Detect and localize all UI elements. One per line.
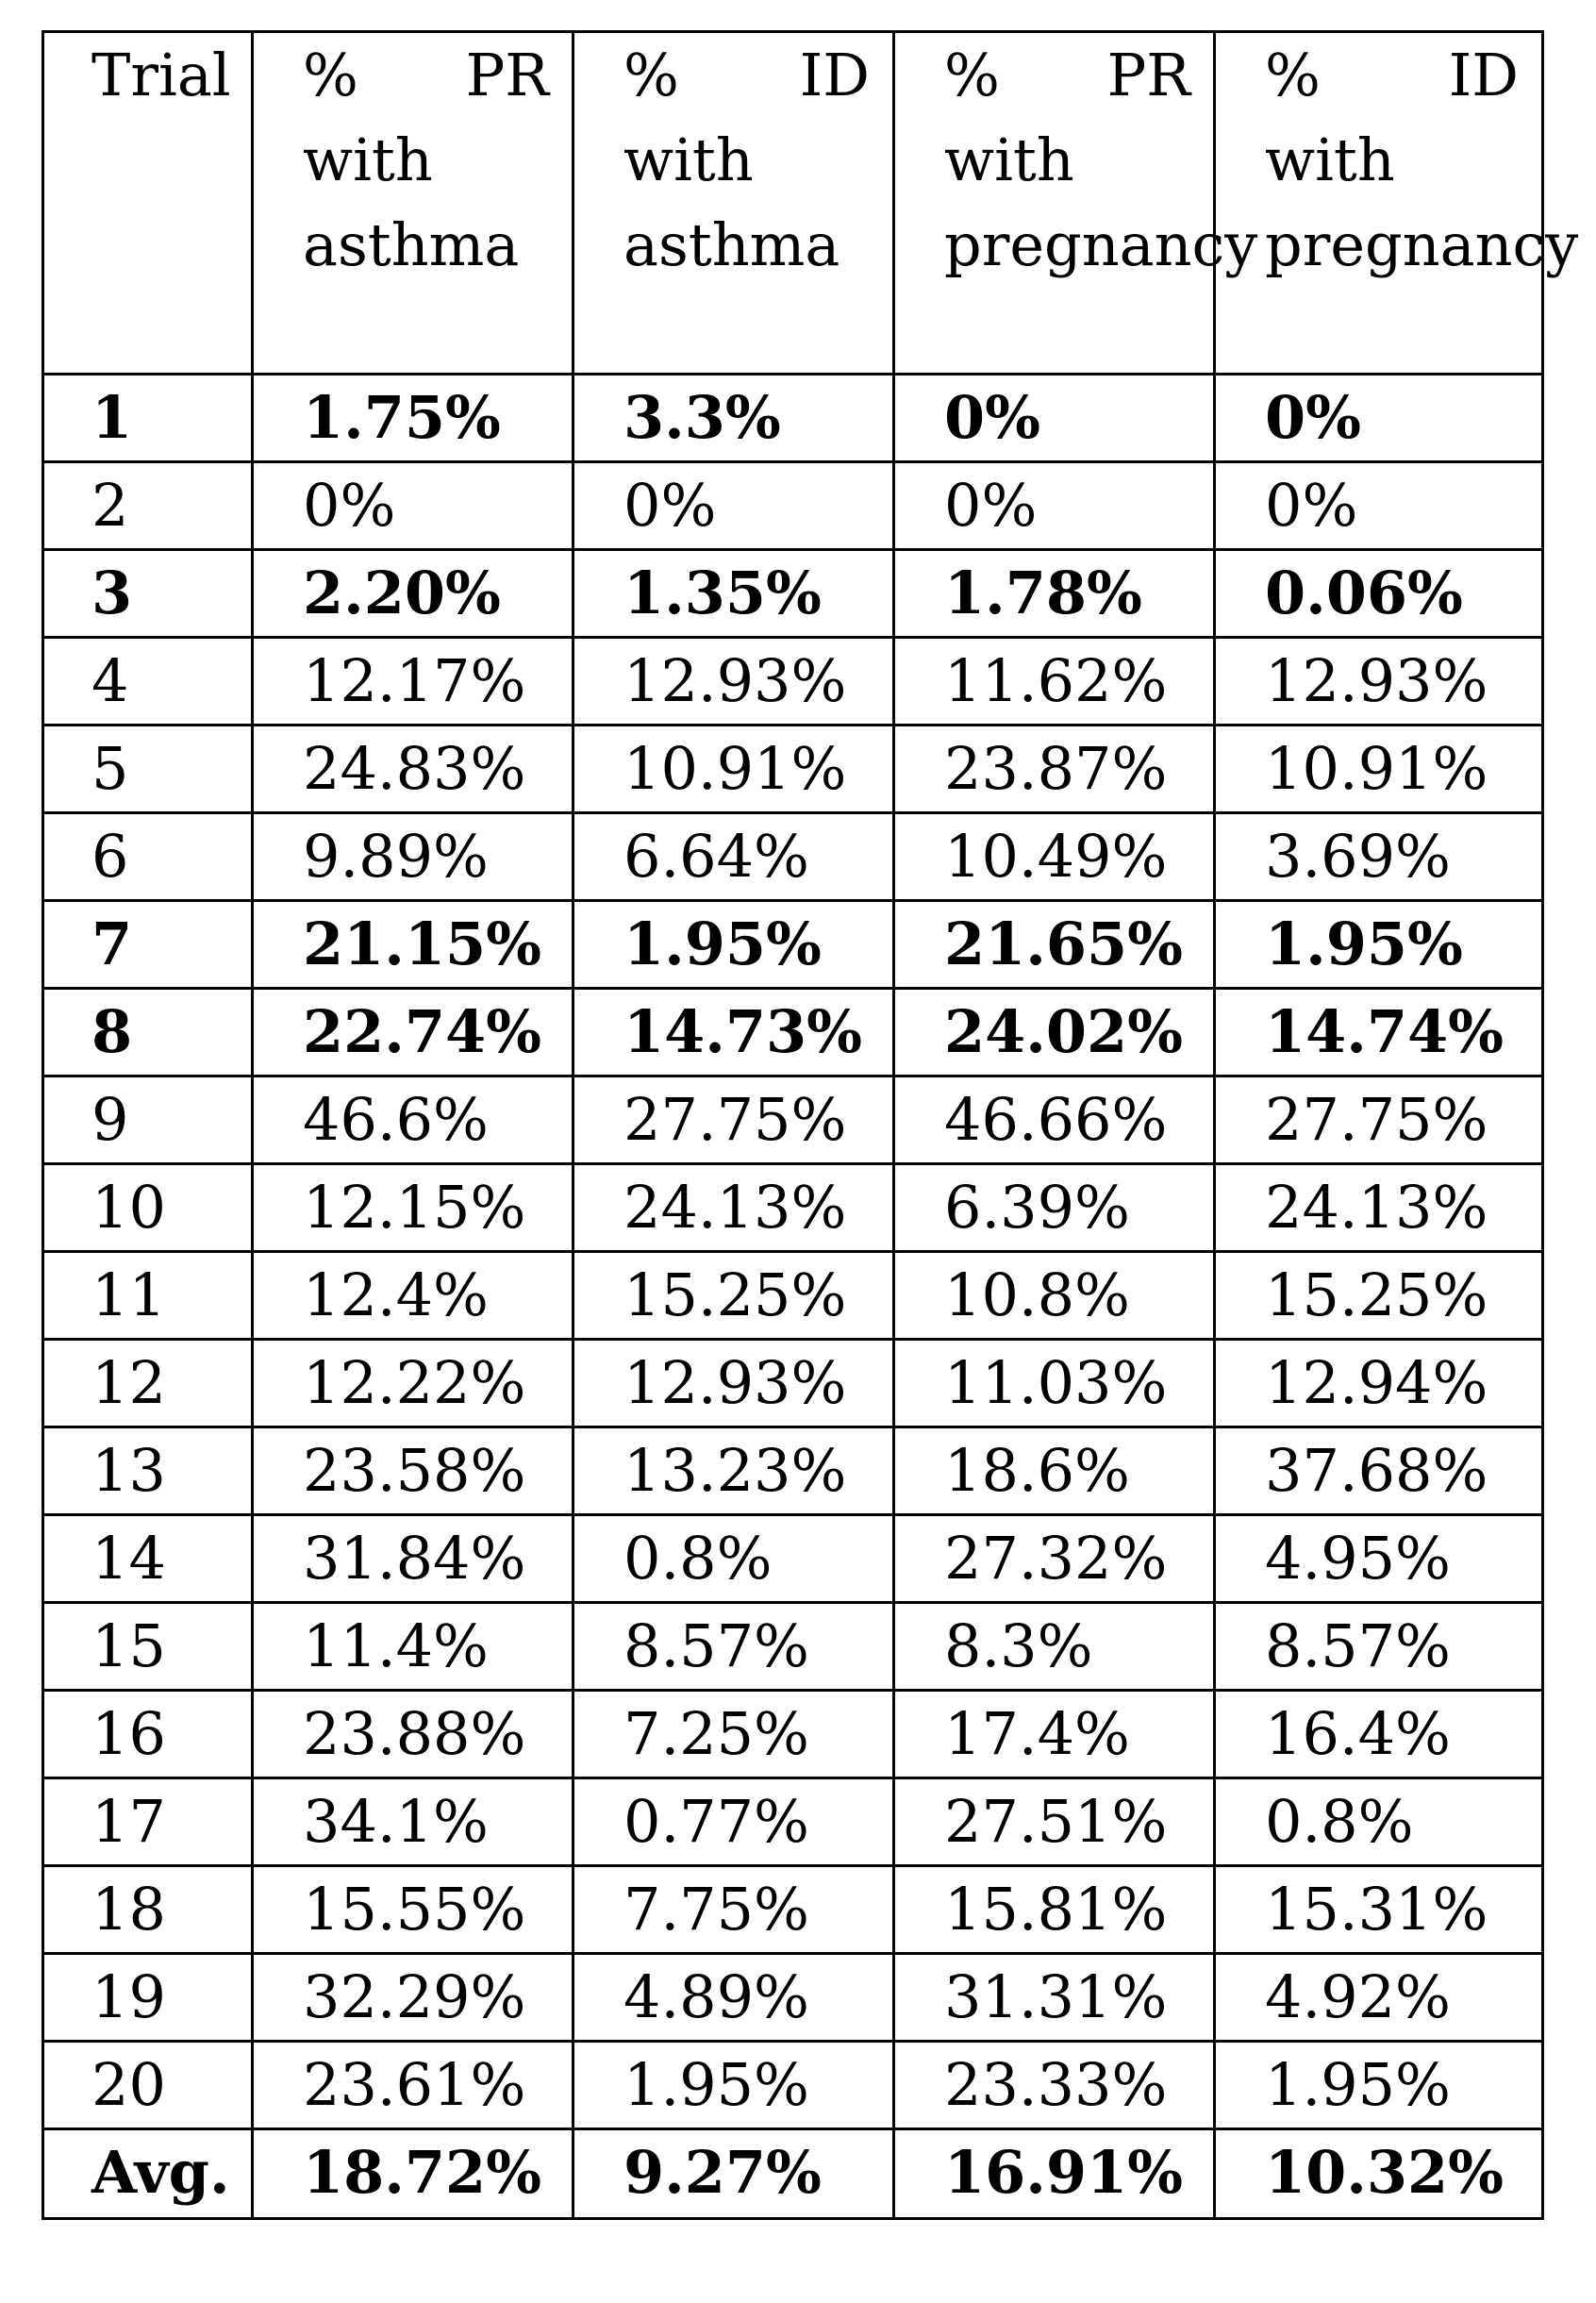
cell-pr-asthma: 23.88%: [253, 1691, 574, 1778]
cell-id-asthma: 12.93%: [574, 638, 894, 726]
cell-pr-asthma: 12.15%: [253, 1164, 574, 1252]
cell-id-pregnancy: 37.68%: [1215, 1427, 1543, 1515]
cell-pr-pregnancy: 46.66%: [894, 1076, 1215, 1164]
cell-pr-asthma: 12.17%: [253, 638, 574, 726]
cell-id-asthma: 0.8%: [574, 1515, 894, 1603]
header-trial: [43, 32, 253, 375]
cell-id-pregnancy: 8.57%: [1215, 1603, 1543, 1691]
header-row: [43, 32, 1543, 375]
table-row: [43, 638, 1543, 726]
cell-pr-asthma: 1.75%: [253, 375, 574, 462]
header-pr-asthma-metric: PR: [465, 41, 549, 109]
header-id-asthma-condition: asthma: [623, 210, 840, 279]
cell-id-asthma: 0%: [574, 462, 894, 550]
cell-id-asthma: 14.73%: [574, 989, 894, 1076]
cell-pr-pregnancy: 8.3%: [894, 1603, 1215, 1691]
cell-pr-asthma: 9.89%: [253, 813, 574, 901]
cell-pr-pregnancy: 24.02%: [894, 989, 1215, 1076]
header-pr-pregnancy: [894, 32, 1258, 375]
cell-trial: 10: [43, 1164, 253, 1252]
cell-pr-asthma: 34.1%: [253, 1778, 574, 1866]
table-row: [43, 1866, 1543, 1954]
cell-pr-pregnancy: 21.65%: [894, 901, 1215, 989]
cell-id-pregnancy: 14.74%: [1215, 989, 1543, 1076]
cell-id-asthma: 13.23%: [574, 1427, 894, 1515]
cell-trial: 8: [43, 989, 253, 1076]
cell-pr-asthma: 31.84%: [253, 1515, 574, 1603]
avg-cell-trial: Avg.: [43, 2129, 253, 2219]
table-row: [43, 1427, 1543, 1515]
avg-cell-pr-pregnancy: 16.91%: [894, 2129, 1215, 2219]
cell-trial: 6: [43, 813, 253, 901]
table-row: [43, 375, 1543, 462]
header-pr-asthma-with: with: [303, 125, 433, 194]
header-pr-asthma-condition: asthma: [303, 210, 520, 279]
header-pr-pregnancy-percent: %: [944, 41, 1000, 109]
cell-id-pregnancy: 3.69%: [1215, 813, 1543, 901]
cell-pr-pregnancy: 0%: [894, 462, 1215, 550]
header-id-pregnancy-metric: ID: [1448, 41, 1519, 109]
header-id-pregnancy-condition: pregnancy: [1265, 210, 1579, 279]
cell-id-asthma: 24.13%: [574, 1164, 894, 1252]
cell-pr-pregnancy: 23.87%: [894, 726, 1215, 813]
cell-pr-pregnancy: 0%: [894, 375, 1215, 462]
header-pr-pregnancy-condition: pregnancy: [944, 210, 1258, 279]
cell-pr-pregnancy: 27.51%: [894, 1778, 1215, 1866]
cell-trial: 18: [43, 1866, 253, 1954]
cell-trial: 2: [43, 462, 253, 550]
cell-trial: 4: [43, 638, 253, 726]
cell-pr-asthma: 15.55%: [253, 1866, 574, 1954]
table-row: [43, 901, 1543, 989]
cell-id-asthma: 12.93%: [574, 1340, 894, 1427]
cell-pr-asthma: 22.74%: [253, 989, 574, 1076]
cell-trial: 17: [43, 1778, 253, 1866]
cell-id-asthma: 6.64%: [574, 813, 894, 901]
header-trial-label: Trial: [91, 41, 231, 109]
header-pr-pregnancy-metric: PR: [1106, 41, 1190, 109]
cell-trial: 15: [43, 1603, 253, 1691]
cell-pr-pregnancy: 23.33%: [894, 2042, 1215, 2129]
header-id-asthma-metric: ID: [799, 41, 870, 109]
cell-trial: 11: [43, 1252, 253, 1340]
header-pr-asthma: [253, 32, 574, 375]
cell-id-asthma: 3.3%: [574, 375, 894, 462]
table-row: [43, 1691, 1543, 1778]
cell-trial: 9: [43, 1076, 253, 1164]
header-id-pregnancy: [1215, 32, 1579, 375]
avg-cell-pr-asthma: 18.72%: [253, 2129, 574, 2219]
cell-pr-pregnancy: 17.4%: [894, 1691, 1215, 1778]
cell-trial: 1: [43, 375, 253, 462]
results-table: [42, 30, 1579, 2220]
cell-id-asthma: 1.95%: [574, 901, 894, 989]
cell-pr-pregnancy: 10.49%: [894, 813, 1215, 901]
cell-pr-asthma: 23.61%: [253, 2042, 574, 2129]
cell-id-pregnancy: 27.75%: [1215, 1076, 1543, 1164]
cell-id-pregnancy: 16.4%: [1215, 1691, 1543, 1778]
cell-pr-asthma: 23.58%: [253, 1427, 574, 1515]
cell-pr-pregnancy: 27.32%: [894, 1515, 1215, 1603]
header-id-pregnancy-with: with: [1265, 125, 1395, 194]
cell-pr-asthma: 11.4%: [253, 1603, 574, 1691]
cell-id-asthma: 27.75%: [574, 1076, 894, 1164]
cell-id-asthma: 10.91%: [574, 726, 894, 813]
cell-trial: 19: [43, 1954, 253, 2042]
cell-trial: 16: [43, 1691, 253, 1778]
cell-id-pregnancy: 12.93%: [1215, 638, 1543, 726]
cell-pr-pregnancy: 1.78%: [894, 550, 1215, 638]
header-pr-pregnancy-with: with: [944, 125, 1074, 194]
cell-id-asthma: 7.75%: [574, 1866, 894, 1954]
cell-id-asthma: 1.95%: [574, 2042, 894, 2129]
cell-pr-asthma: 24.83%: [253, 726, 574, 813]
table-row: [43, 813, 1543, 901]
cell-trial: 20: [43, 2042, 253, 2129]
cell-id-pregnancy: 0.06%: [1215, 550, 1543, 638]
table-row: [43, 2042, 1543, 2129]
header-id-asthma: [574, 32, 894, 375]
cell-trial: 12: [43, 1340, 253, 1427]
avg-cell-id-asthma: 9.27%: [574, 2129, 894, 2219]
cell-id-asthma: 15.25%: [574, 1252, 894, 1340]
table-row: [43, 989, 1543, 1076]
cell-trial: 5: [43, 726, 253, 813]
cell-trial: 14: [43, 1515, 253, 1603]
cell-id-asthma: 7.25%: [574, 1691, 894, 1778]
cell-id-pregnancy: 0.8%: [1215, 1778, 1543, 1866]
cell-id-pregnancy: 4.92%: [1215, 1954, 1543, 2042]
cell-id-pregnancy: 12.94%: [1215, 1340, 1543, 1427]
header-id-asthma-percent: %: [623, 41, 679, 109]
cell-id-pregnancy: 0%: [1215, 462, 1543, 550]
table-row: [43, 550, 1543, 638]
table-row: [43, 1778, 1543, 1866]
cell-trial: 7: [43, 901, 253, 989]
cell-pr-pregnancy: 11.62%: [894, 638, 1215, 726]
table-row: [43, 1954, 1543, 2042]
cell-id-pregnancy: 1.95%: [1215, 2042, 1543, 2129]
cell-trial: 3: [43, 550, 253, 638]
header-id-pregnancy-percent: %: [1265, 41, 1321, 109]
cell-pr-asthma: 12.4%: [253, 1252, 574, 1340]
cell-pr-pregnancy: 10.8%: [894, 1252, 1215, 1340]
cell-id-pregnancy: 24.13%: [1215, 1164, 1543, 1252]
table-row: [43, 1252, 1543, 1340]
cell-pr-pregnancy: 18.6%: [894, 1427, 1215, 1515]
table-row: [43, 1340, 1543, 1427]
cell-pr-asthma: 46.6%: [253, 1076, 574, 1164]
cell-pr-pregnancy: 6.39%: [894, 1164, 1215, 1252]
cell-trial: 13: [43, 1427, 253, 1515]
cell-id-asthma: 8.57%: [574, 1603, 894, 1691]
cell-pr-asthma: 2.20%: [253, 550, 574, 638]
cell-pr-pregnancy: 31.31%: [894, 1954, 1215, 2042]
cell-pr-asthma: 21.15%: [253, 901, 574, 989]
cell-pr-asthma: 32.29%: [253, 1954, 574, 2042]
cell-pr-pregnancy: 11.03%: [894, 1340, 1215, 1427]
cell-id-asthma: 1.35%: [574, 550, 894, 638]
header-pr-asthma-percent: %: [303, 41, 358, 109]
cell-id-pregnancy: 15.31%: [1215, 1866, 1543, 1954]
avg-cell-id-pregnancy: 10.32%: [1215, 2129, 1543, 2219]
table-row: [43, 1076, 1543, 1164]
cell-pr-asthma: 0%: [253, 462, 574, 550]
average-row: [43, 2129, 1543, 2219]
table-row: [43, 462, 1543, 550]
cell-id-pregnancy: 1.95%: [1215, 901, 1543, 989]
table-row: [43, 1164, 1543, 1252]
cell-id-asthma: 0.77%: [574, 1778, 894, 1866]
cell-pr-asthma: 12.22%: [253, 1340, 574, 1427]
cell-id-pregnancy: 10.91%: [1215, 726, 1543, 813]
table-body: [43, 375, 1543, 2219]
table-row: [43, 726, 1543, 813]
cell-id-asthma: 4.89%: [574, 1954, 894, 2042]
cell-id-pregnancy: 0%: [1215, 375, 1543, 462]
cell-id-pregnancy: 15.25%: [1215, 1252, 1543, 1340]
header-id-asthma-with: with: [623, 125, 754, 194]
cell-id-pregnancy: 4.95%: [1215, 1515, 1543, 1603]
table-row: [43, 1515, 1543, 1603]
table-row: [43, 1603, 1543, 1691]
cell-pr-pregnancy: 15.81%: [894, 1866, 1215, 1954]
